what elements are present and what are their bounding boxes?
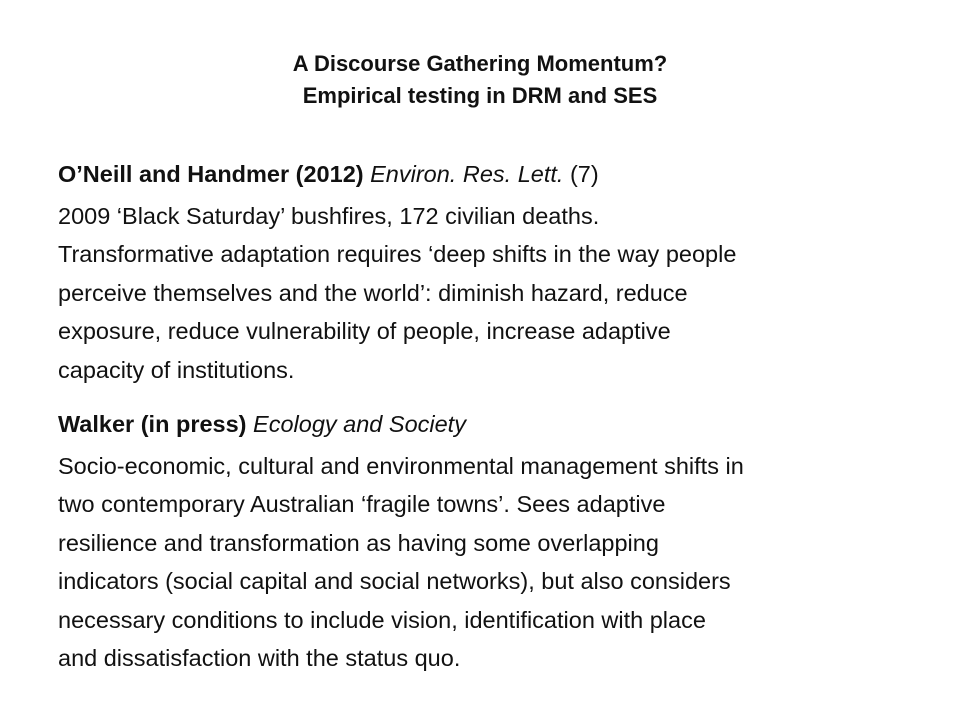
title-line-2: Empirical testing in DRM and SES: [302, 83, 658, 108]
reference-heading-oneill: [58, 155, 928, 194]
summary-line: capacity of institutions.: [58, 356, 295, 383]
reference-suffix: (7): [563, 161, 599, 187]
summary-line: indicators (social capital and social networks), but also considers: [58, 568, 731, 594]
reference-author: O’Neill and Handmer (2012): [58, 161, 364, 187]
summary-line: exposure, reduce vulnerability of people, increase adaptive: [58, 318, 671, 344]
summary-line: resilience and transformation as having some overlapping: [58, 529, 659, 556]
title-line-1: A Discourse Gathering Momentum?: [292, 51, 668, 76]
summary-line: necessary conditions to include vision, identification with place: [58, 606, 706, 633]
slide-title: [0, 48, 960, 112]
summary-line: and dissatisfaction with the status quo.: [58, 645, 461, 671]
summary-line: perceive themselves and the world’: diminish hazard, reduce: [58, 279, 688, 306]
reference-author: Walker (in press): [58, 411, 247, 437]
reference-heading-walker: [58, 405, 928, 444]
reference-summary-oneill: [58, 197, 928, 390]
reference-journal: Ecology and Society: [253, 411, 466, 437]
summary-line: two contemporary Australian ‘fragile towns’. Sees adaptive: [58, 491, 666, 517]
summary-line: 2009 ‘Black Saturday’ bushfires, 172 civilian deaths.: [58, 202, 600, 229]
summary-line: Transformative adaptation requires ‘deep shifts in the way people: [58, 241, 737, 267]
slide-body: [58, 155, 928, 678]
reference-journal: Environ. Res. Lett.: [370, 161, 564, 187]
reference-summary-walker: [58, 447, 928, 678]
summary-line: Socio-economic, cultural and environmental management shifts in: [58, 452, 744, 479]
